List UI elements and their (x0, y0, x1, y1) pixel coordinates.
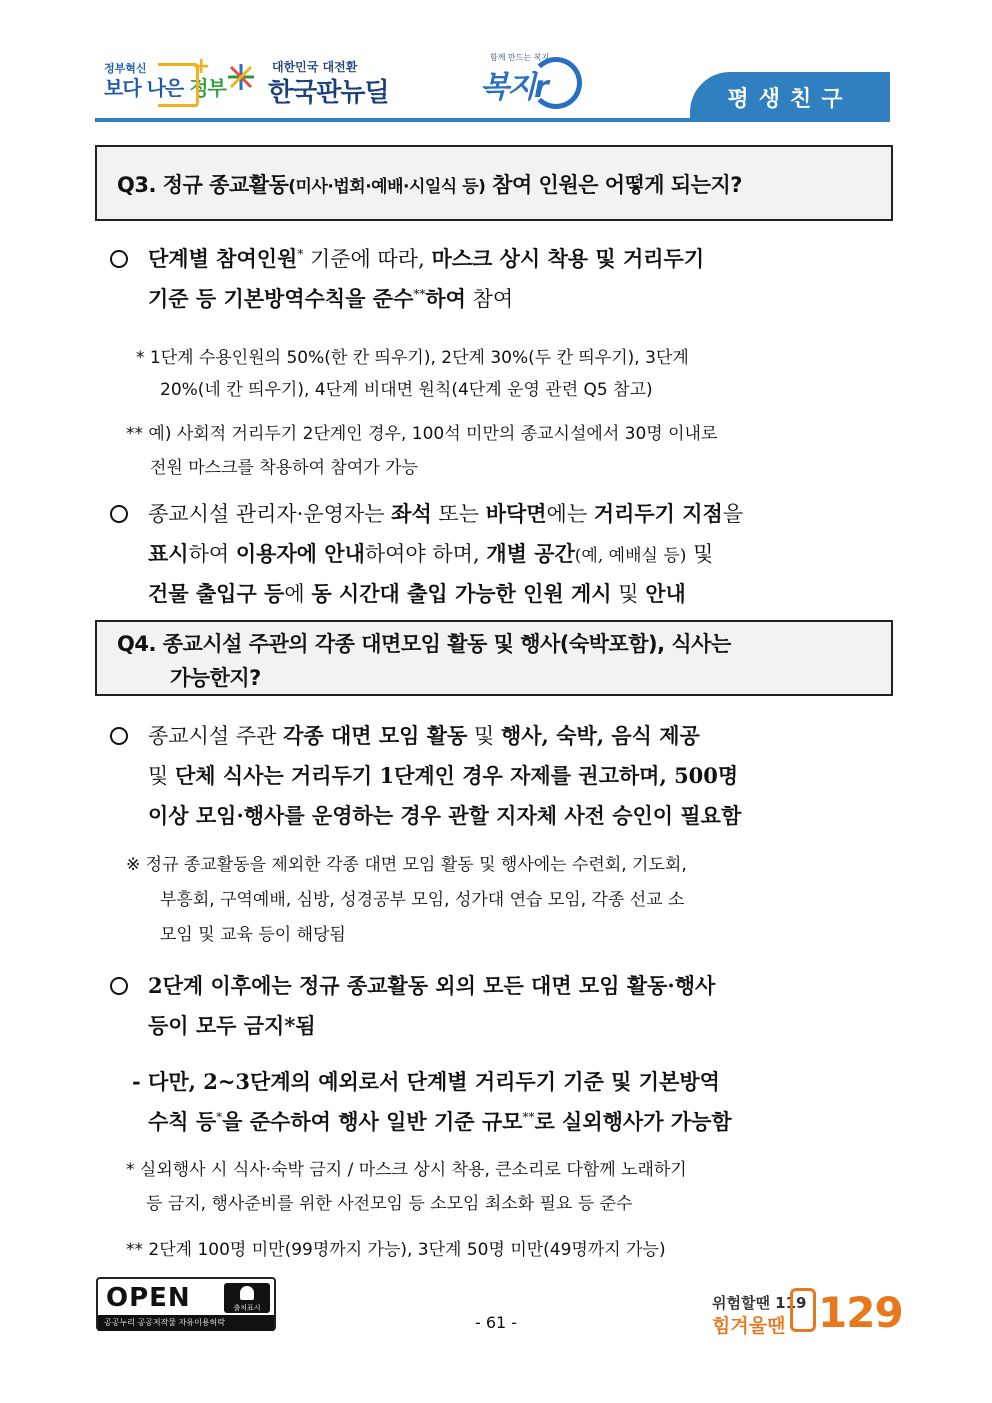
q4-dash-line2 (148, 1106, 732, 1136)
bokji-small-label: 함께 만드는 복지 (490, 53, 550, 62)
text-bold: 거리두기 지점 (593, 501, 723, 526)
q4-question-line2: 가능한지? (170, 666, 261, 690)
text: 참여 (465, 287, 514, 311)
text-bold: 건물 출입구 등 (148, 581, 285, 606)
text-bold: 행사, 숙박, 음식 제공 (500, 723, 700, 748)
text-bold: 수칙 등 (148, 1109, 217, 1134)
circle-bullet-icon (110, 505, 128, 523)
text-bold: - 다만, 2~3단계의 예외로서 단계별 거리두기 기준 및 기본방역 (132, 1069, 720, 1094)
q4-note1-line3: 모임 및 교육 등이 해당됨 (160, 925, 346, 945)
q3-question (117, 169, 742, 199)
footnote-mark: ** (522, 1110, 535, 1124)
text: 기준에 따라, (303, 247, 432, 271)
plus-icon: + (192, 54, 211, 79)
text: 및 (686, 542, 714, 566)
text-bold: 등이 모두 금지*됨 (148, 1013, 316, 1038)
header-tab (690, 72, 890, 122)
q3-note2-line1: ** 예) 사회적 거리두기 2단계인 경우, 100석 미만의 종교시설에서 30명 이내로 (126, 424, 718, 444)
text-bold: 단계별 참여인원 (148, 246, 298, 271)
tab-label: 평생친구 (727, 87, 853, 112)
phone-icon (790, 1288, 816, 1332)
text: 종교시설 주관 (148, 724, 284, 748)
text-bold: 이용자에 안내 (235, 541, 365, 566)
q3-label: Q3. 정규 종교활동 (117, 173, 289, 197)
text-bold: 개별 공간 (486, 541, 575, 566)
q4-question-line1: Q4. 종교시설 주관의 각종 대면모임 활동 및 행사(숙박포함), 식사는 (117, 632, 731, 656)
q4-dash-line1 (132, 1066, 720, 1096)
bokji-ring-icon (530, 57, 582, 109)
page-number: - 61 - (474, 1313, 518, 1332)
open-word: OPEN (106, 1283, 191, 1313)
text-bold: 로 실외행사가 가능함 (534, 1109, 732, 1134)
circle-bullet-icon (110, 727, 128, 745)
text-bold: 좌석 (391, 501, 432, 526)
text: 을 (722, 502, 744, 526)
open-license-caption: 공공누리 공공저작물 자유이용허락 (98, 1315, 274, 1331)
gov-innovation-small-label: 정부혁신 (104, 62, 147, 75)
text-bold: 마스크 상시 착용 및 거리두기 (431, 246, 705, 271)
text: 에 (284, 582, 312, 606)
text-bold: 기준 등 기본방역수칙을 준수 (148, 286, 414, 311)
q3-p2-line2 (148, 538, 713, 568)
hotline-129-label: 힘겨울땐 (712, 1315, 786, 1337)
text-bold: 을 준수하여 행사 일반 기준 규모 (222, 1109, 523, 1134)
q3-note2-line2: 전원 마스크를 착용하여 참여가 가능 (150, 458, 418, 478)
q3-p1-line1 (148, 243, 704, 273)
q3-p2-line3 (148, 578, 686, 608)
header-divider (95, 118, 890, 122)
hotline-number: 129 (818, 1288, 903, 1337)
text: 하여 (188, 542, 236, 566)
q3-note1-line2: 20%(네 칸 띄우기), 4단계 비대면 원칙(4단계 운영 관련 Q5 참고) (160, 380, 653, 400)
text: 또는 (431, 502, 486, 526)
circle-bullet-icon (110, 250, 128, 268)
attribution-icon (224, 1283, 270, 1313)
text-bold: 단체 식사는 거리두기 1단계인 경우 자제를 권고하며, 500명 (174, 763, 739, 788)
text-bold: 2단계 이후에는 정규 종교활동 외의 모든 대면 모임 활동·행사 (148, 973, 716, 998)
newdeal-logo: 한국판뉴딜 (268, 78, 389, 108)
q4-p1-line1 (148, 720, 700, 750)
text: 및 (611, 582, 646, 606)
q3-paren: (미사·법회·예배·시일식 등) (288, 177, 486, 197)
hotline-119-label: 위험할땐 119 (712, 1294, 807, 1312)
text: 하여야 하며, (364, 542, 487, 566)
newdeal-small-label: 대한민국 대전환 (272, 60, 358, 74)
bokji-logo: 복지r (480, 70, 547, 105)
q4-p2-line1 (148, 970, 715, 1000)
text-bold: 안내 (645, 581, 686, 606)
footnote-mark: * (297, 247, 304, 261)
q3-note1-line1: * 1단계 수용인원의 50%(한 칸 띄우기), 2단계 30%(두 칸 띄우기), 3단계 (136, 348, 689, 368)
q4-note3-line1: ** 2단계 100명 미만(99명까지 가능), 3단계 50명 미만(49명까지 가능) (126, 1240, 666, 1260)
text-bold: 각종 대면 모임 활동 (283, 723, 468, 748)
q3-p1-line2 (148, 283, 513, 313)
gov-logo-text-b: 정부 (189, 76, 226, 100)
gov-logo-text-a: 보다 나은 (104, 76, 190, 100)
newdeal-pinwheel-icon (226, 62, 256, 92)
text-bold: 이상 모임·행사를 운영하는 경우 관할 지자체 사전 승인이 필요함 (148, 803, 742, 828)
footnote-mark: * (216, 1110, 223, 1124)
q4-note2-line1: * 실외행사 시 식사·숙박 금지 / 마스크 상시 착용, 큰소리로 다함께 노래하기 (126, 1160, 687, 1180)
q3-p2-line1 (148, 498, 743, 528)
q4-note1-line1: ※ 정규 종교활동을 제외한 각종 대면 모임 활동 및 행사에는 수련회, 기도회, (126, 855, 687, 875)
text: 에는 (546, 502, 594, 526)
text: 및 (148, 764, 175, 788)
text-bold: 하여 (425, 286, 466, 311)
footnote-mark: ** (413, 287, 426, 301)
text-bold: 바닥면 (485, 501, 547, 526)
text: 종교시설 관리자·운영자는 (148, 502, 392, 526)
q4-p2-line2 (148, 1010, 316, 1040)
text-small: (예, 예배실 등) (574, 546, 687, 566)
q4-note1-line2: 부흥회, 구역예배, 심방, 성경공부 모임, 성가대 연습 모임, 각종 선교 소 (160, 890, 685, 910)
text: 및 (467, 724, 501, 748)
q4-p1-line3 (148, 800, 741, 830)
attribution-label: 출처표시 (233, 1304, 261, 1312)
person-icon (240, 1286, 254, 1300)
circle-bullet-icon (110, 977, 128, 995)
q4-p1-line2 (148, 760, 738, 790)
text-bold: 동 시간대 출입 가능한 인원 게시 (311, 581, 612, 606)
text-bold: 표시 (148, 541, 189, 566)
q4-note2-line2: 등 금지, 행사준비를 위한 사전모임 등 소모임 최소화 필요 등 준수 (146, 1194, 633, 1214)
q3-rest: 참여 인원은 어떻게 되는지? (485, 173, 742, 197)
